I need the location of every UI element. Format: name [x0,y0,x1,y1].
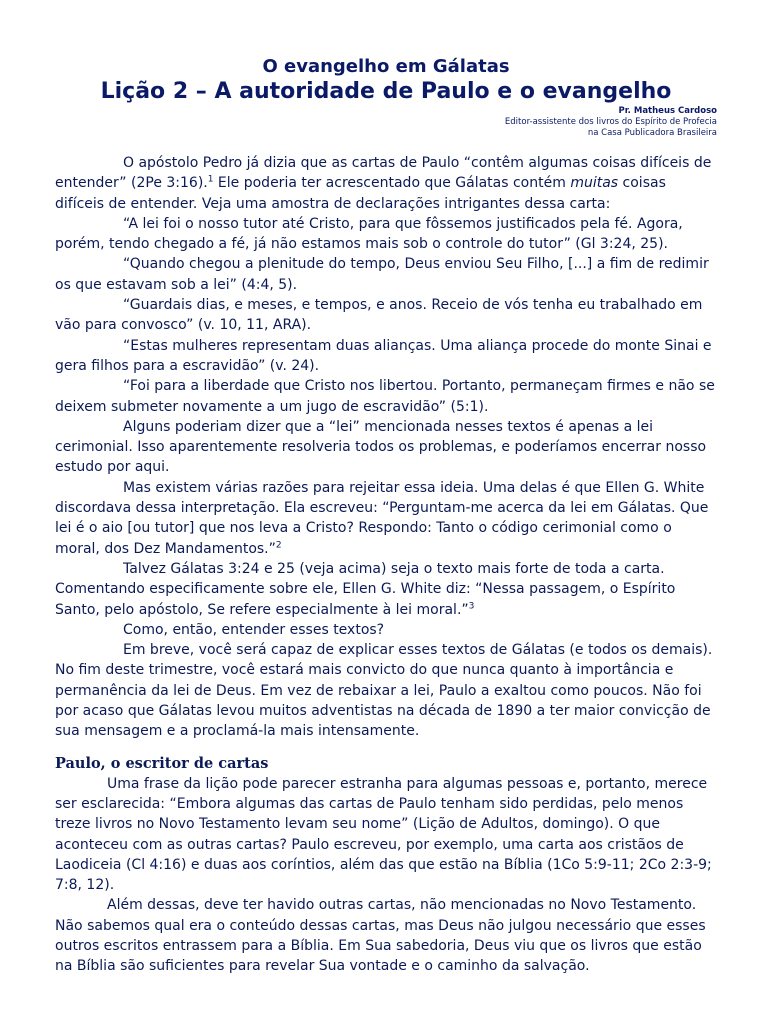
footnote-marker: 2 [275,539,282,550]
document-page [55,56,717,977]
lesson-title: Lição 2 – A autoridade de Paulo e o evangelho [100,79,672,104]
section-heading: Paulo, o escritor de cartas [55,754,269,772]
intro-p1-part-c: coisas difíceis de entender. Veja uma amostra de declarações intrigantes dessa carta: [55,175,666,212]
quote-5: “Foi para a liberdade que Cristo nos libertou. Portanto, permaneçam firmes e não se deixem submeter novamente a um jugo de escravidão” (5:1). [55,378,715,415]
quote-3: “Guardais dias, e meses, e tempos, e anos. Receio de vós tenha eu trabalhado em vão para convosco” (v. 10, 11, ARA). [55,297,703,334]
author-block [55,106,717,139]
intro-p1-emphasis: muitas [570,175,619,192]
section-paragraph-2: Além dessas, deve ter havido outras cartas, não mencionadas no Novo Testamento. Não sabemos qual era o conteúdo dessas cartas, mas Deus não julgou necessário que esses outros escritos entrassem para a Bíblia. Em Sua sabedoria, Deus viu que os livros que estão na Bíblia são suficientes para revelar Sua vontade e o caminho da salvação. [55,897,706,975]
intro-paragraph-1 [55,153,717,214]
author-name: Pr. Matheus Cardoso [618,106,717,116]
intro-paragraph-6: Em breve, você será capaz de explicar esses textos de Gálatas (e todos os demais). No fim deste trimestre, você estará mais convicto do que nunca quanto à importância e permanência da lei de Deus. Em vez de rebaixar a lei, Paulo a exaltou como poucos. Não foi por acaso que Gálatas levou muitos adventistas na década de 1890 a ter maior convicção de sua mensagem e a proclamá-la mais intensamente. [55,642,713,740]
intro-paragraph-5: Como, então, entender esses textos? [123,621,385,638]
intro-p4-text: Talvez Gálatas 3:24 e 25 (veja acima) seja o texto mais forte de toda a carta. Comentando especificamente sobre ele, Ellen G. White diz: “Nessa passagem, o Espírito Santo, pelo apóstolo, Se refere especialmente à lei moral.” [55,560,676,618]
author-role-line-1: Editor-assistente dos livros do Espírito de Profecia [504,117,717,127]
quote-2: “Quando chegou a plenitude do tempo, Deus enviou Seu Filho, [...] a fim de redimir os que estavam sob a lei” (4:4, 5). [55,256,709,293]
intro-paragraph-2: Alguns poderiam dizer que a “lei” mencionada nesses textos é apenas a lei cerimonial. Isso aparentemente resolveria todos os problemas, e poderíamos encerrar nosso estudo por aqui. [55,418,707,476]
intro-p1-part-b: Ele poderia ter acrescentado que Gálatas contém [213,175,571,192]
footnote-marker: 1 [207,174,214,185]
intro-paragraph-3 [55,478,717,559]
quote-1: “A lei foi o nosso tutor até Cristo, para que fôssemos justificados pela fé. Agora, porém, tendo chegado a fé, já não estamos mais sob o controle do tutor” (Gl 3:24, 25). [55,215,683,253]
section-paragraph-1: Uma frase da lição pode parecer estranha para algumas pessoas e, portanto, merece ser esclarecida: “Embora algumas das cartas de Paulo tenham sido perdidas, pelo menos treze livros no Novo Testamento levam seu nome” (Lição de Adultos, domingo). O que aconteceu com as outras cartas? Paulo escreveu, por exemplo, uma carta aos cristãos de Laodiceia (Cl 4:16) e duas aos coríntios, além das que estão na Bíblia (1Co 5:9-11; 2Co 2:3-9; 7:8, 12). [55,775,712,894]
intro-paragraph-4 [55,559,717,620]
footnote-marker: 3 [468,600,475,611]
article-body [55,153,717,977]
intro-p3-text: Mas existem várias razões para rejeitar essa ideia. Uma delas é que Ellen G. White discordava dessa interpretação. Ela escreveu: “Perguntam-me acerca da lei em Gálatas. Que lei é o aio [ou tutor] que nos leva a Cristo? Respondo: Tanto o código cerimonial como o moral, dos Dez Mandamentos.” [55,479,709,557]
quote-4: “Estas mulheres representam duas alianças. Uma aliança procede do monte Sinai e gera filhos para a escravidão” (v. 24). [55,337,712,374]
intro-p1-part-a: O apóstolo Pedro já dizia que as cartas de Paulo “contêm algumas coisas difíceis de entender” (2Pe 3:16). [55,155,712,192]
author-role-line-2: na Casa Publicadora Brasileira [587,128,717,138]
series-title: O evangelho em Gálatas [262,56,510,77]
